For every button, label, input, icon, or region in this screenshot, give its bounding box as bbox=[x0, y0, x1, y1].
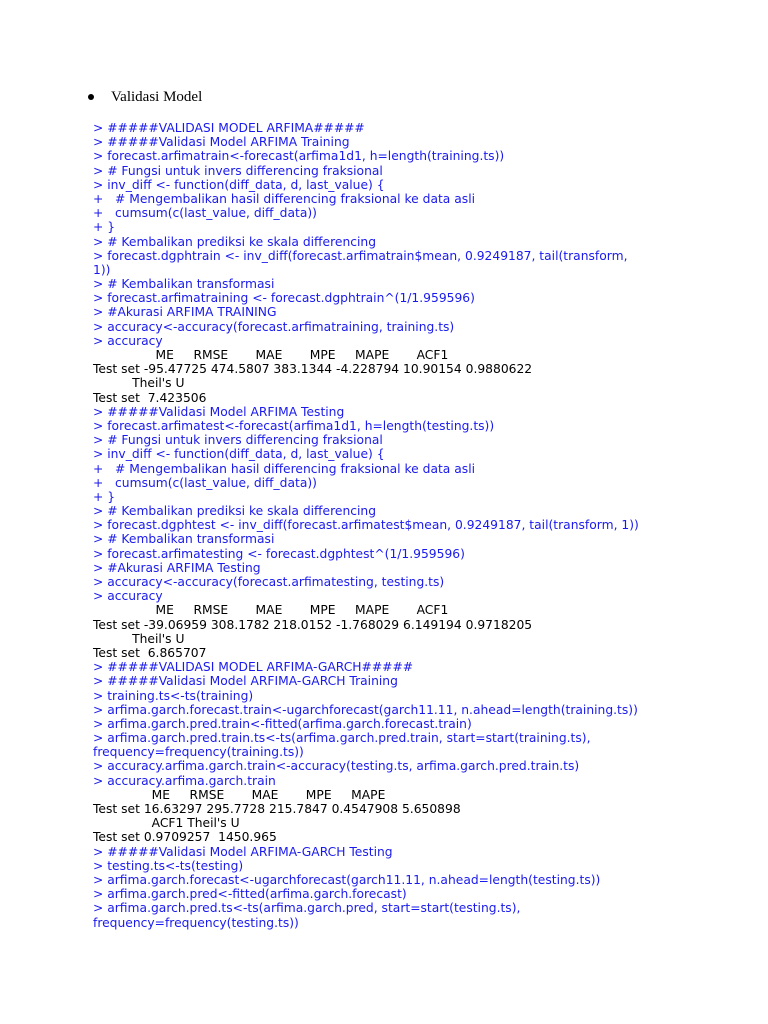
console-command-line: > arfima.garch.pred.ts<-ts(arfima.garch.pred, start=start(testing.ts), bbox=[93, 901, 521, 916]
bullet-icon bbox=[88, 94, 94, 100]
console-command-line: > arfima.garch.pred.train.ts<-ts(arfima.garch.pred.train, start=start(training.ts), bbox=[93, 731, 591, 746]
console-command-line: + } bbox=[93, 489, 116, 504]
console-command-line: > forecast.arfimatesting <- forecast.dgphtest^(1/1.959596) bbox=[93, 546, 465, 561]
section-heading-text: Validasi Model bbox=[111, 88, 203, 105]
console-command-line: + cumsum(c(last_value, diff_data)) bbox=[93, 206, 317, 221]
console-output-line: ACF1 Theil's U bbox=[93, 816, 240, 831]
console-output-line: Theil's U bbox=[93, 631, 185, 646]
console-command-line: > #####VALIDASI MODEL ARFIMA##### bbox=[93, 121, 365, 135]
console-command-line: 1)) bbox=[93, 262, 111, 277]
console-output-line: Theil's U bbox=[93, 376, 185, 391]
console-command-line: > testing.ts<-ts(testing) bbox=[93, 858, 244, 873]
console-command-line: > accuracy bbox=[93, 333, 163, 348]
console-command-line: > accuracy.arfima.garch.train<-accuracy(testing.ts, arfima.garch.pred.train.ts) bbox=[93, 759, 580, 774]
console-command-line: > # Kembalikan transformasi bbox=[93, 532, 275, 547]
console-command-line: > #####Validasi Model ARFIMA-GARCH Training bbox=[93, 674, 398, 689]
console-command-line: > #####VALIDASI MODEL ARFIMA-GARCH##### bbox=[93, 660, 414, 675]
console-command-line: > accuracy<-accuracy(forecast.arfimatesting, testing.ts) bbox=[93, 575, 445, 589]
console-command-line: > inv_diff <- function(diff_data, d, last_value) { bbox=[93, 447, 385, 462]
console-command-line: > arfima.garch.forecast.train<-ugarchforecast(garch11.11, n.ahead=length(training.ts)) bbox=[93, 702, 638, 717]
console-output-line: ME RMSE MAE MPE MAPE ACF1 bbox=[93, 348, 449, 362]
console-command-line: > # Fungsi untuk invers differencing fraksional bbox=[93, 433, 383, 448]
console-command-line: > # Kembalikan transformasi bbox=[93, 277, 275, 292]
r-console-transcript bbox=[93, 121, 733, 930]
console-command-line: frequency=frequency(testing.ts)) bbox=[93, 915, 299, 930]
console-command-line: frequency=frequency(training.ts)) bbox=[93, 745, 304, 760]
console-command-line: > #####Validasi Model ARFIMA-GARCH Testing bbox=[93, 844, 393, 859]
console-command-line: > arfima.garch.pred<-fitted(arfima.garch.forecast) bbox=[93, 887, 407, 902]
console-output-line: ME RMSE MAE MPE MAPE ACF1 bbox=[93, 603, 449, 618]
console-command-line: > accuracy<-accuracy(forecast.arfimatraining, training.ts) bbox=[93, 319, 455, 334]
console-command-line: > accuracy bbox=[93, 589, 163, 604]
console-output-line: Test set 7.423506 bbox=[93, 390, 207, 405]
console-output-line: Test set -39.06959 308.1782 218.0152 -1.768029 6.149194 0.9718205 bbox=[93, 617, 533, 632]
console-output-line: Test set 6.865707 bbox=[93, 645, 207, 660]
console-command-line: + } bbox=[93, 220, 116, 235]
console-command-line: > #####Validasi Model ARFIMA Testing bbox=[93, 404, 345, 419]
console-command-line: > # Fungsi untuk invers differencing fraksional bbox=[93, 163, 383, 178]
console-command-line: > # Kembalikan prediksi ke skala differencing bbox=[93, 504, 377, 519]
console-command-line: + # Mengembalikan hasil differencing fraksional ke data asli bbox=[93, 461, 476, 476]
console-command-line: > inv_diff <- function(diff_data, d, last_value) { bbox=[93, 177, 385, 192]
console-command-line: > accuracy.arfima.garch.train bbox=[93, 773, 276, 788]
console-command-line: > forecast.dgphtrain <- inv_diff(forecast.arfimatrain$mean, 0.9249187, tail(transform, bbox=[93, 248, 628, 263]
console-output-line: Test set 0.9709257 1450.965 bbox=[93, 830, 277, 845]
console-command-line: > training.ts<-ts(training) bbox=[93, 688, 254, 703]
console-output-line: ME RMSE MAE MPE MAPE bbox=[93, 787, 386, 802]
console-command-line: > arfima.garch.pred.train<-fitted(arfima.garch.forecast.train) bbox=[93, 716, 472, 731]
console-command-line: > # Kembalikan prediksi ke skala differencing bbox=[93, 234, 377, 249]
section-heading bbox=[86, 86, 202, 108]
console-command-line: + cumsum(c(last_value, diff_data)) bbox=[93, 475, 317, 490]
console-command-line: > #####Validasi Model ARFIMA Training bbox=[93, 135, 350, 150]
console-command-line: > #Akurasi ARFIMA TRAINING bbox=[93, 305, 277, 320]
console-command-line: > forecast.arfimatrain<-forecast(arfima1d1, h=length(training.ts)) bbox=[93, 149, 505, 164]
console-command-line: + # Mengembalikan hasil differencing fraksional ke data asli bbox=[93, 191, 476, 206]
console-output-line: Test set 16.63297 295.7728 215.7847 0.4547908 5.650898 bbox=[93, 802, 461, 816]
console-command-line: > forecast.arfimatest<-forecast(arfima1d1, h=length(testing.ts)) bbox=[93, 418, 495, 433]
console-command-line: > forecast.arfimatraining <- forecast.dgphtrain^(1/1.959596) bbox=[93, 291, 475, 306]
console-command-line: > arfima.garch.forecast<-ugarchforecast(garch11.11, n.ahead=length(testing.ts)) bbox=[93, 872, 601, 887]
console-output-line: Test set -95.47725 474.5807 383.1344 -4.228794 10.90154 0.9880622 bbox=[93, 362, 533, 377]
console-command-line: > forecast.dgphtest <- inv_diff(forecast.arfimatest$mean, 0.9249187, tail(transform, 1)) bbox=[93, 518, 639, 533]
console-command-line: > #Akurasi ARFIMA Testing bbox=[93, 560, 261, 575]
